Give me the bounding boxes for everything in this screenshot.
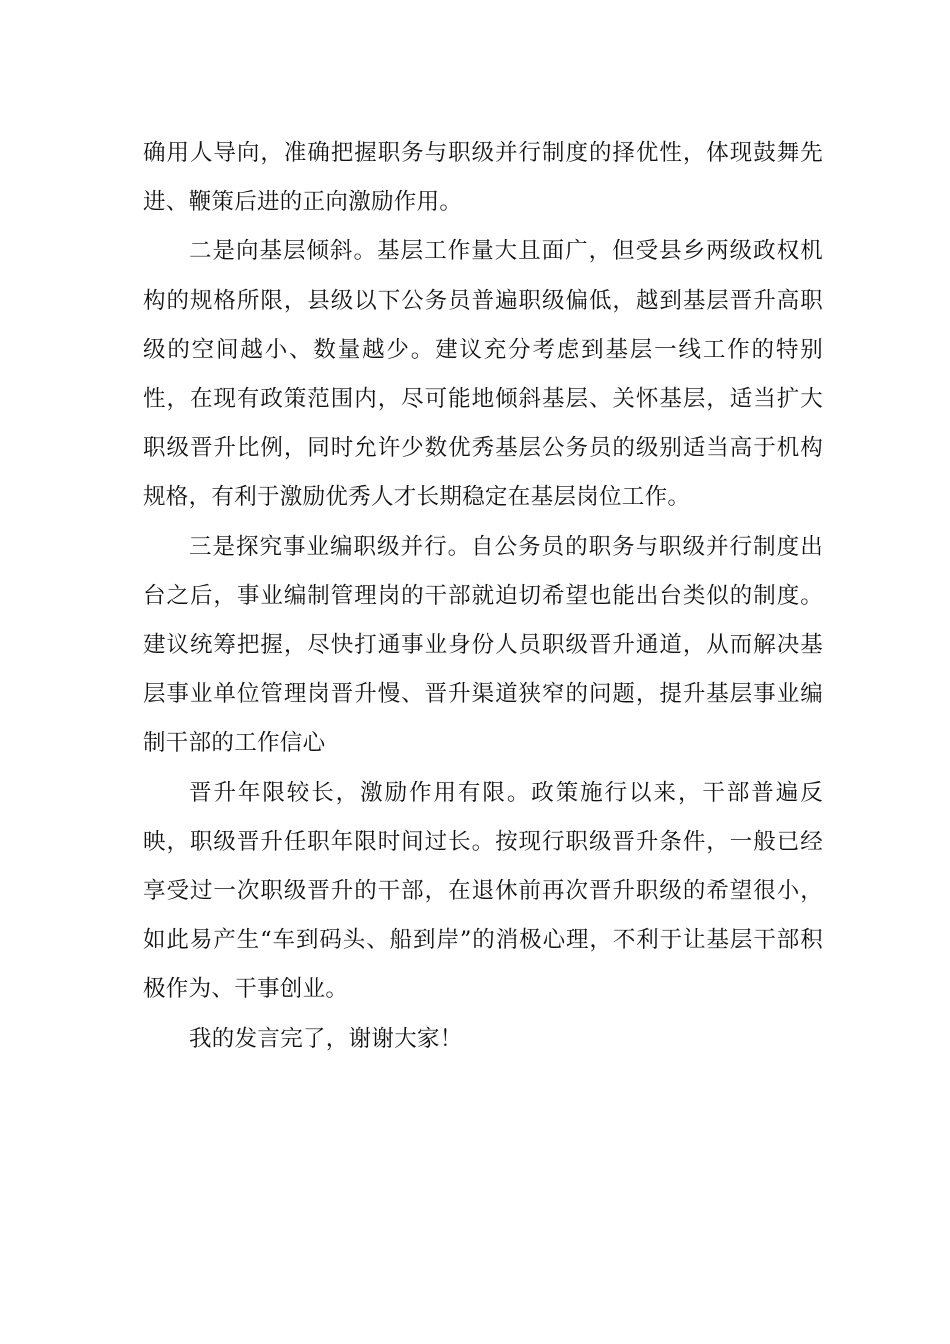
paragraph-grassroots-tilt: 二是向基层倾斜。基层工作量大且面广，但受县乡两级政权机构的规格所限，县级以下公务员普遍职级偏低，越到基层晋升高职级的空间越小、数量越少。建议充分考虑到基层一线工作的特别性，在现有政策范围内，尽可能地倾斜基层、关怀基层，适当扩大职级晋升比例，同时允许少数优秀基层公务员的级别适当高于机构规格，有利于激励优秀人才长期稳定在基层岗位工作。 [143,238,823,511]
paragraph-closing: 我的发言完了，谢谢大家！ [189,1025,463,1052]
paragraph-promotion-period: 晋升年限较长，激励作用有限。政策施行以来，干部普遍反映，职级晋升任职年限时间过长。按现行职级晋升条件，一般已经享受过一次职级晋升的干部，在退休前再次晋升职级的希望很小，如此易产生“车到码头、船到岸”的消极心理，不利于让基层干部积极作为、干事创业。 [143,779,823,1003]
paragraph-institution-rank: 三是探究事业编职级并行。自公务员的职务与职级并行制度出台之后，事业编制管理岗的干部就迫切希望也能出台类似的制度。建议统筹把握，尽快打通事业身份人员职级晋升通道，从而解决基层事业单位管理岗晋升慢、晋升渠道狭窄的问题，提升基层事业编制干部的工作信心 [143,533,823,757]
document-body [143,129,823,1064]
paragraph-continuation: 确用人导向，准确把握职务与职级并行制度的择优性，体现鼓舞先进、鞭策后进的正向激励作用。 [143,140,823,216]
